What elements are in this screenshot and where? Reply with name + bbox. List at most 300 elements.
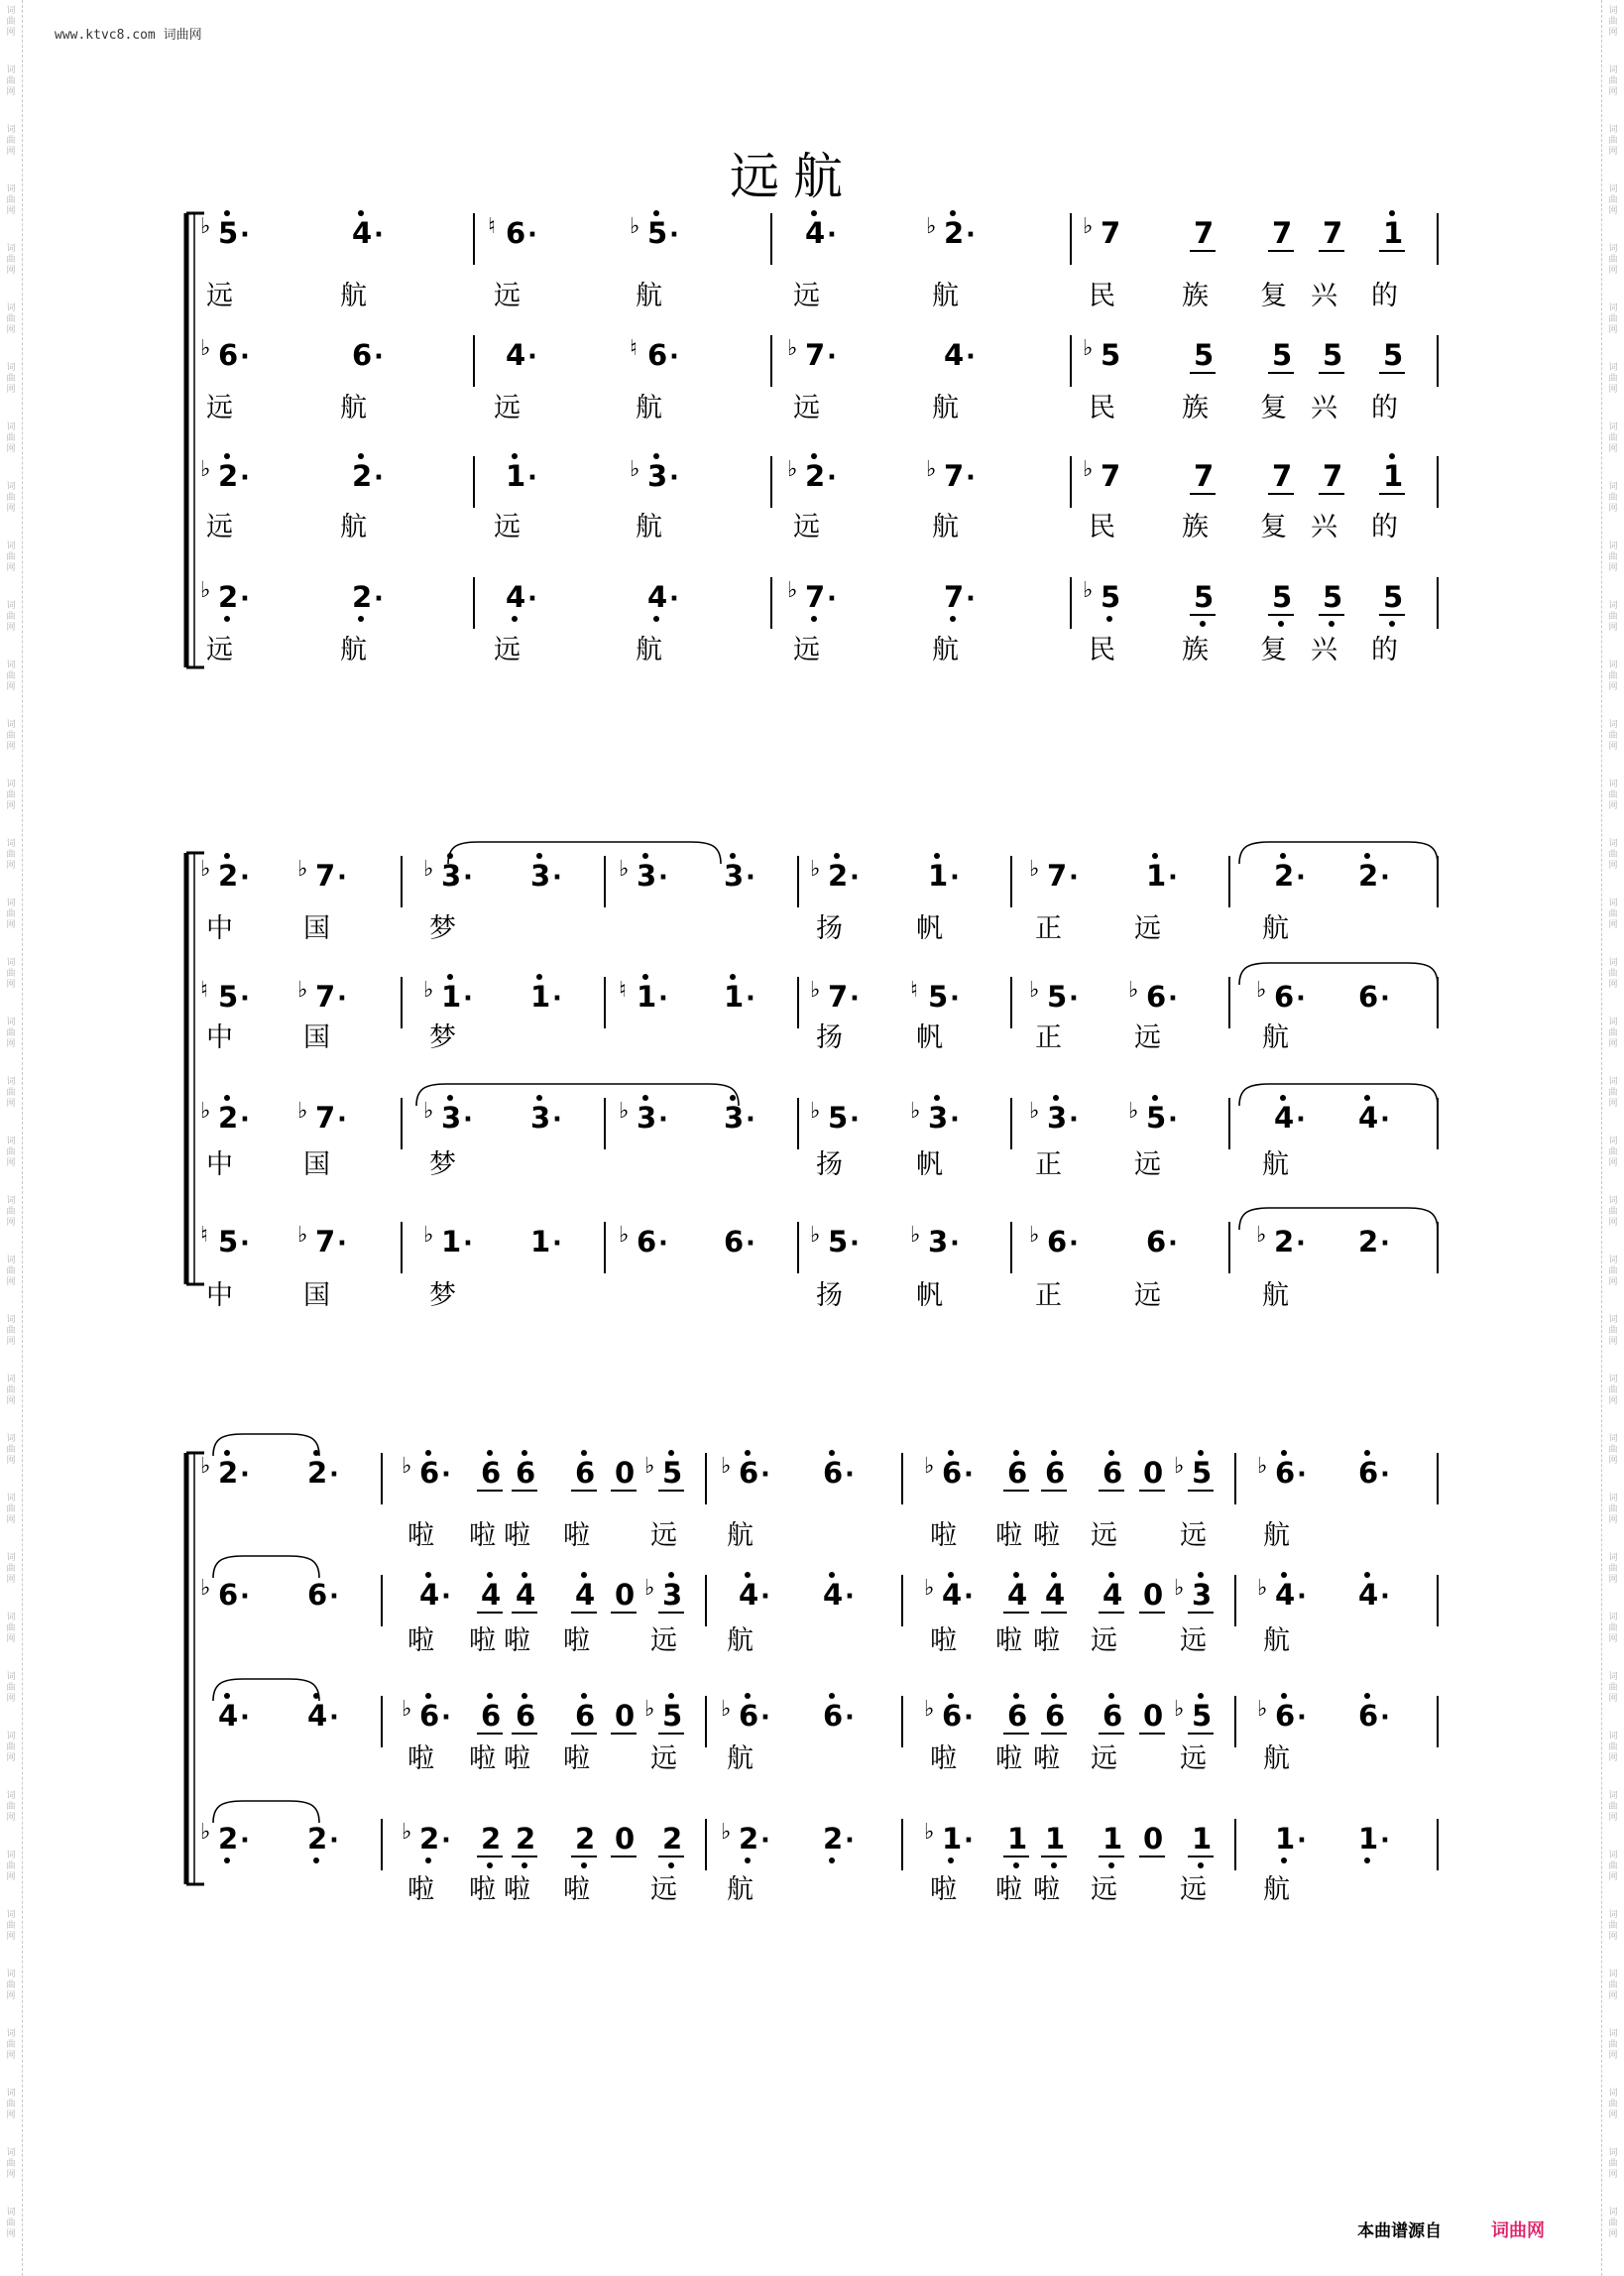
accidental: ♭: [810, 857, 821, 882]
high-octave-dot: [224, 210, 230, 216]
edge-watermark-mark: 词 曲 网: [6, 1970, 16, 2001]
accidental: ♭: [630, 214, 640, 239]
footer-logo: 词曲网: [1491, 2220, 1545, 2241]
high-octave-dot: [1281, 1572, 1287, 1578]
duration-dot: ·: [746, 1229, 755, 1258]
duration-dot: ·: [374, 220, 384, 250]
duration-dot: ·: [329, 1460, 339, 1490]
accidental: ♭: [1256, 1223, 1267, 1248]
tie-slur: [1239, 963, 1438, 985]
lyric-char: 远: [1180, 1520, 1207, 1551]
high-octave-dot: [1108, 1572, 1114, 1578]
lyric-char: 民: [1089, 393, 1115, 423]
lyric-char: 远: [1091, 1743, 1117, 1774]
lyric-char: 航: [1262, 1280, 1289, 1311]
edge-watermark-mark: 词 曲 网: [1608, 303, 1618, 335]
lyric-char: 啦: [504, 1743, 530, 1774]
lyric-char: 航: [636, 512, 662, 542]
duration-dot: ·: [746, 984, 755, 1014]
edge-watermark-mark: 词 曲 网: [6, 244, 16, 276]
duration-dot: ·: [240, 1826, 250, 1856]
high-octave-dot: [642, 853, 648, 859]
note-digit: 2: [1358, 859, 1379, 893]
footer-source-text: 本曲谱源自: [1357, 2221, 1443, 2241]
edge-watermark-mark: 词 曲 网: [1608, 1077, 1618, 1109]
accidental: ♭: [1029, 1099, 1040, 1124]
lyric-char: 远: [793, 512, 820, 542]
duration-dot: ·: [1380, 1582, 1390, 1612]
lyric-char: 国: [303, 1149, 330, 1180]
duration-dot: ·: [1168, 1105, 1178, 1135]
note-digit: 2: [218, 1456, 239, 1490]
duration-dot: ·: [240, 863, 250, 893]
high-octave-dot: [425, 1693, 431, 1699]
edge-watermark-mark: 词 曲 网: [1608, 1434, 1618, 1466]
note-digit: 7: [315, 1101, 336, 1135]
lyric-char: 中: [206, 913, 233, 944]
duration-dot: ·: [240, 1105, 250, 1135]
duration-dot: ·: [845, 1826, 855, 1856]
low-octave-dot: [224, 1857, 230, 1863]
high-octave-dot: [358, 453, 364, 459]
duration-dot: ·: [240, 584, 250, 614]
note-digit: 4: [1102, 1578, 1123, 1612]
note-digit: 0: [615, 1699, 636, 1733]
edge-watermark-mark: 词 曲 网: [6, 601, 16, 633]
high-octave-dot: [1051, 1572, 1057, 1578]
duration-dot: ·: [463, 1229, 473, 1258]
lyric-char: 啦: [563, 1874, 590, 1905]
duration-dot: ·: [1380, 984, 1390, 1014]
note-digit: 6: [1007, 1456, 1028, 1490]
note-digit: 5: [1272, 338, 1293, 372]
edge-watermark-mark: 词 曲 网: [6, 2148, 16, 2180]
low-octave-dot: [745, 1857, 751, 1863]
lyric-char: 远: [1091, 1625, 1117, 1656]
edge-watermark-mark: 词 曲 网: [1608, 2029, 1618, 2061]
note-digit: 7: [1323, 459, 1343, 493]
accidental: ♭: [1083, 214, 1094, 239]
high-octave-dot: [522, 1693, 527, 1699]
high-octave-dot: [1198, 1450, 1204, 1456]
edge-watermark-mark: 词 曲 网: [6, 839, 16, 871]
edge-watermark-mark: 词 曲 网: [1608, 1315, 1618, 1347]
high-octave-dot: [1364, 1572, 1370, 1578]
high-octave-dot: [224, 1693, 230, 1699]
high-octave-dot: [948, 1572, 954, 1578]
note-digit: 2: [828, 859, 849, 893]
lyric-char: 复: [1260, 281, 1287, 311]
note-digit: 4: [1045, 1578, 1066, 1612]
note-digit: 5: [1101, 338, 1121, 372]
note-digit: 2: [1274, 1225, 1295, 1258]
note-digit: 1: [530, 1225, 551, 1258]
edge-watermark-mark: 词 曲 网: [6, 1375, 16, 1406]
accidental: ♮: [619, 978, 627, 1003]
high-octave-dot: [224, 853, 230, 859]
note-digit: 7: [805, 338, 826, 372]
edge-watermark-mark: 词 曲 网: [6, 303, 16, 335]
note-digit: 1: [942, 1822, 963, 1856]
lyric-char: 梦: [429, 1149, 456, 1180]
lyric-char: 啦: [504, 1625, 530, 1656]
edge-watermark-mark: 词 曲 网: [6, 1196, 16, 1228]
accidental: ♭: [1029, 978, 1040, 1003]
edge-watermark-mark: 词 曲 网: [1608, 482, 1618, 514]
edge-watermark-mark: 词 曲 网: [1608, 1375, 1618, 1406]
note-digit: 6: [419, 1699, 440, 1733]
high-octave-dot: [653, 453, 659, 459]
high-octave-dot: [950, 210, 956, 216]
duration-dot: ·: [240, 220, 250, 250]
accidental: ♭: [200, 1454, 211, 1479]
note-digit: 1: [1192, 1822, 1213, 1856]
accidental: ♭: [810, 1223, 821, 1248]
edge-watermark-mark: 词 曲 网: [6, 2208, 16, 2239]
note-digit: 3: [637, 859, 657, 893]
high-octave-dot: [1152, 853, 1158, 859]
note-digit: 7: [828, 980, 849, 1014]
high-octave-dot: [811, 210, 817, 216]
edge-watermark-mark: 词 曲 网: [6, 1732, 16, 1763]
edge-watermark-mark: 词 曲 网: [6, 482, 16, 514]
lyric-char: 航: [1262, 913, 1289, 944]
note-digit: 1: [530, 980, 551, 1014]
note-digit: 6: [516, 1699, 536, 1733]
duration-dot: ·: [669, 220, 679, 250]
high-octave-dot: [834, 853, 840, 859]
duration-dot: ·: [329, 1582, 339, 1612]
note-digit: 2: [218, 580, 239, 614]
lyric-char: 扬: [816, 913, 843, 944]
edge-watermark-mark: 词 曲 网: [1608, 422, 1618, 454]
high-octave-dot: [581, 1693, 587, 1699]
note-digit: 6: [218, 1578, 239, 1612]
low-octave-dot: [1013, 1862, 1019, 1868]
accidental: ♭: [1256, 978, 1267, 1003]
note-digit: 2: [575, 1822, 596, 1856]
edge-watermark-mark: 词 曲 网: [6, 898, 16, 930]
duration-dot: ·: [1297, 1826, 1307, 1856]
note-digit: 5: [1047, 980, 1068, 1014]
high-octave-dot: [487, 1450, 493, 1456]
accidental: ♭: [1174, 1454, 1185, 1479]
accidental: ♭: [1128, 978, 1139, 1003]
note-digit: 1: [441, 1225, 462, 1258]
duration-dot: ·: [950, 1105, 960, 1135]
high-octave-dot: [447, 1095, 453, 1101]
note-digit: 7: [315, 980, 336, 1014]
high-octave-dot: [581, 1450, 587, 1456]
edge-watermark-mark: 词 曲 网: [6, 1077, 16, 1109]
note-digit: 2: [1274, 859, 1295, 893]
duration-dot: ·: [240, 1703, 250, 1733]
duration-dot: ·: [669, 463, 679, 493]
accidental: ♭: [200, 1576, 211, 1601]
lyric-char: 啦: [930, 1743, 957, 1774]
note-digit: 6: [1358, 980, 1379, 1014]
lyric-char: 航: [1263, 1874, 1290, 1905]
low-octave-dot: [358, 616, 364, 622]
lyric-char: 航: [1263, 1625, 1290, 1656]
lyric-char: 航: [727, 1520, 754, 1551]
lyric-char: 国: [303, 1022, 330, 1053]
duration-dot: ·: [441, 1703, 451, 1733]
note-digit: 3: [724, 1101, 745, 1135]
lyric-char: 啦: [563, 1743, 590, 1774]
duration-dot: ·: [964, 1826, 974, 1856]
lyric-char: 复: [1260, 393, 1287, 423]
note-digit: 2: [805, 459, 826, 493]
accidental: ♭: [924, 1820, 935, 1845]
duration-dot: ·: [1296, 1105, 1306, 1135]
high-octave-dot: [745, 1693, 751, 1699]
note-digit: 3: [530, 859, 551, 893]
low-octave-dot: [522, 1862, 527, 1868]
high-octave-dot: [425, 1450, 431, 1456]
lyric-char: 族: [1182, 393, 1209, 423]
accidental: ♭: [787, 578, 798, 603]
note-digit: 2: [481, 1822, 502, 1856]
lyric-char: 航: [340, 512, 367, 542]
lyric-char: 帆: [916, 1022, 943, 1053]
duration-dot: ·: [527, 584, 537, 614]
note-digit: 1: [1146, 859, 1167, 893]
note-digit: 6: [1275, 1699, 1296, 1733]
lyric-char: 航: [636, 635, 662, 665]
duration-dot: ·: [827, 220, 837, 250]
note-digit: 4: [942, 1578, 963, 1612]
note-digit: 5: [218, 980, 239, 1014]
note-digit: 1: [1007, 1822, 1028, 1856]
lyric-char: 复: [1260, 512, 1287, 542]
lyric-char: 啦: [407, 1625, 434, 1656]
low-octave-dot: [1200, 621, 1206, 627]
duration-dot: ·: [658, 863, 668, 893]
note-digit: 7: [944, 580, 965, 614]
edge-watermark-mark: 词 曲 网: [1608, 363, 1618, 395]
lyric-char: 航: [932, 393, 959, 423]
note-digit: 0: [1143, 1456, 1164, 1490]
lyric-char: 远: [494, 281, 521, 311]
lyric-char: 国: [303, 1280, 330, 1311]
note-digit: 1: [637, 980, 657, 1014]
lyric-char: 啦: [469, 1743, 496, 1774]
accidental: ♭: [1083, 457, 1094, 482]
note-digit: 2: [662, 1822, 683, 1856]
duration-dot: ·: [337, 1229, 347, 1258]
edge-watermark-mark: 词 曲 网: [6, 2089, 16, 2120]
edge-watermark-mark: 词 曲 网: [6, 958, 16, 990]
high-octave-dot: [1198, 1572, 1204, 1578]
edge-watermark-mark: 词 曲 网: [1608, 779, 1618, 811]
accidental: ♭: [423, 978, 434, 1003]
edge-watermark-mark: 词 曲 网: [6, 1791, 16, 1823]
note-digit: 2: [516, 1822, 536, 1856]
note-digit: 3: [1192, 1578, 1213, 1612]
note-digit: 2: [739, 1822, 759, 1856]
lyric-char: 航: [727, 1625, 754, 1656]
duration-dot: ·: [950, 984, 960, 1014]
note-digit: 5: [662, 1456, 683, 1490]
lyric-char: 啦: [1033, 1743, 1060, 1774]
duration-dot: ·: [827, 342, 837, 372]
accidental: ♭: [619, 857, 630, 882]
accidental: ♭: [1083, 336, 1094, 361]
note-digit: 6: [352, 338, 373, 372]
duration-dot: ·: [850, 984, 860, 1014]
accidental: ♭: [1174, 1576, 1185, 1601]
duration-dot: ·: [1380, 1229, 1390, 1258]
duration-dot: ·: [966, 463, 976, 493]
duration-dot: ·: [850, 863, 860, 893]
edge-watermark-mark: 词 曲 网: [6, 1494, 16, 1525]
lyric-char: 航: [1262, 1022, 1289, 1053]
note-digit: 3: [441, 1101, 462, 1135]
lyric-char: 啦: [995, 1874, 1022, 1905]
note-digit: 5: [647, 216, 668, 250]
lyric-char: 国: [303, 913, 330, 944]
high-octave-dot: [1013, 1572, 1019, 1578]
lyric-char: 远: [793, 393, 820, 423]
lyric-char: 啦: [995, 1625, 1022, 1656]
note-digit: 5: [1323, 338, 1343, 372]
accidental: ♭: [200, 578, 211, 603]
note-digit: 5: [1272, 580, 1293, 614]
low-octave-dot: [425, 1857, 431, 1863]
duration-dot: ·: [441, 1582, 451, 1612]
accidental: ♭: [910, 1099, 921, 1124]
edge-watermark-mark: 词 曲 网: [1608, 65, 1618, 97]
note-digit: 4: [1358, 1101, 1379, 1135]
accidental: ♭: [297, 978, 308, 1003]
low-octave-dot: [313, 1857, 319, 1863]
tie-slur: [448, 842, 721, 864]
lyric-char: 啦: [504, 1874, 530, 1905]
lyric-char: 远: [650, 1625, 677, 1656]
note-digit: 5: [928, 980, 949, 1014]
edge-watermark-mark: 词 曲 网: [1608, 1791, 1618, 1823]
low-octave-dot: [1281, 1857, 1287, 1863]
edge-watermark-mark: 词 曲 网: [6, 720, 16, 752]
low-octave-dot: [811, 616, 817, 622]
note-digit: 5: [218, 1225, 239, 1258]
note-digit: 6: [1045, 1456, 1066, 1490]
high-octave-dot: [1053, 1095, 1059, 1101]
lyric-char: 远: [1134, 1149, 1161, 1180]
edge-watermark-mark: 词 曲 网: [1608, 2148, 1618, 2180]
edge-watermark-mark: 词 曲 网: [1608, 6, 1618, 38]
note-digit: 6: [637, 1225, 657, 1258]
note-digit: 6: [1007, 1699, 1028, 1733]
note-digit: 3: [647, 459, 668, 493]
note-digit: 6: [575, 1456, 596, 1490]
accidental: ♭: [721, 1697, 732, 1722]
note-digit: 6: [1358, 1699, 1379, 1733]
high-octave-dot: [1364, 1095, 1370, 1101]
duration-dot: ·: [845, 1703, 855, 1733]
note-digit: 2: [352, 459, 373, 493]
high-octave-dot: [668, 1693, 674, 1699]
duration-dot: ·: [1296, 863, 1306, 893]
accidental: ♭: [1174, 1697, 1185, 1722]
note-digit: 4: [647, 580, 668, 614]
high-octave-dot: [536, 853, 542, 859]
high-octave-dot: [512, 453, 518, 459]
low-octave-dot: [1106, 616, 1112, 622]
duration-dot: ·: [337, 863, 347, 893]
low-octave-dot: [512, 616, 518, 622]
edge-watermark-mark: 词 曲 网: [6, 779, 16, 811]
note-digit: 6: [647, 338, 668, 372]
note-digit: 7: [1194, 459, 1215, 493]
high-octave-dot: [642, 974, 648, 980]
lyric-char: 航: [1262, 1149, 1289, 1180]
duration-dot: ·: [760, 1826, 770, 1856]
lyric-char: 远: [650, 1874, 677, 1905]
high-octave-dot: [668, 1572, 674, 1578]
duration-dot: ·: [658, 1229, 668, 1258]
lyric-char: 族: [1182, 281, 1209, 311]
duration-dot: ·: [669, 584, 679, 614]
accidental: ♮: [910, 978, 918, 1003]
low-octave-dot: [1108, 1862, 1114, 1868]
note-digit: 1: [724, 980, 745, 1014]
edge-watermark-mark: 词 曲 网: [6, 1018, 16, 1049]
note-digit: 1: [441, 980, 462, 1014]
edge-watermark-mark: 词 曲 网: [1608, 839, 1618, 871]
accidental: ♭: [644, 1454, 655, 1479]
note-digit: 6: [1274, 980, 1295, 1014]
duration-dot: ·: [760, 1582, 770, 1612]
lyric-char: 扬: [816, 1149, 843, 1180]
edge-watermark-mark: 词 曲 网: [6, 1315, 16, 1347]
duration-dot: ·: [527, 220, 537, 250]
note-digit: 7: [1194, 216, 1215, 250]
note-digit: 4: [218, 1699, 239, 1733]
edge-watermark-mark: 词 曲 网: [1608, 1970, 1618, 2001]
lyric-char: 扬: [816, 1022, 843, 1053]
lyric-char: 兴: [1311, 635, 1337, 665]
edge-watermark-mark: 词 曲 网: [1608, 1256, 1618, 1287]
lyric-char: 啦: [1033, 1874, 1060, 1905]
edge-watermark-mark: 词 曲 网: [1608, 2089, 1618, 2120]
high-octave-dot: [1108, 1450, 1114, 1456]
accidental: ♭: [297, 857, 308, 882]
note-digit: 6: [218, 338, 239, 372]
high-octave-dot: [358, 210, 364, 216]
high-octave-dot: [1013, 1450, 1019, 1456]
low-octave-dot: [950, 616, 956, 622]
lyric-char: 远: [206, 512, 233, 542]
edge-watermark-mark: 词 曲 网: [1608, 1672, 1618, 1704]
note-digit: 4: [823, 1578, 844, 1612]
lyric-char: 的: [1371, 512, 1398, 542]
note-digit: 4: [506, 338, 526, 372]
note-digit: 0: [1143, 1578, 1164, 1612]
note-digit: 7: [1272, 216, 1293, 250]
note-digit: 3: [530, 1101, 551, 1135]
accidental: ♭: [810, 978, 821, 1003]
note-digit: 0: [615, 1578, 636, 1612]
accidental: ♭: [721, 1820, 732, 1845]
high-octave-dot: [536, 974, 542, 980]
high-octave-dot: [948, 1693, 954, 1699]
duration-dot: ·: [845, 1460, 855, 1490]
note-digit: 6: [506, 216, 526, 250]
note-digit: 5: [1194, 580, 1215, 614]
note-digit: 2: [218, 459, 239, 493]
